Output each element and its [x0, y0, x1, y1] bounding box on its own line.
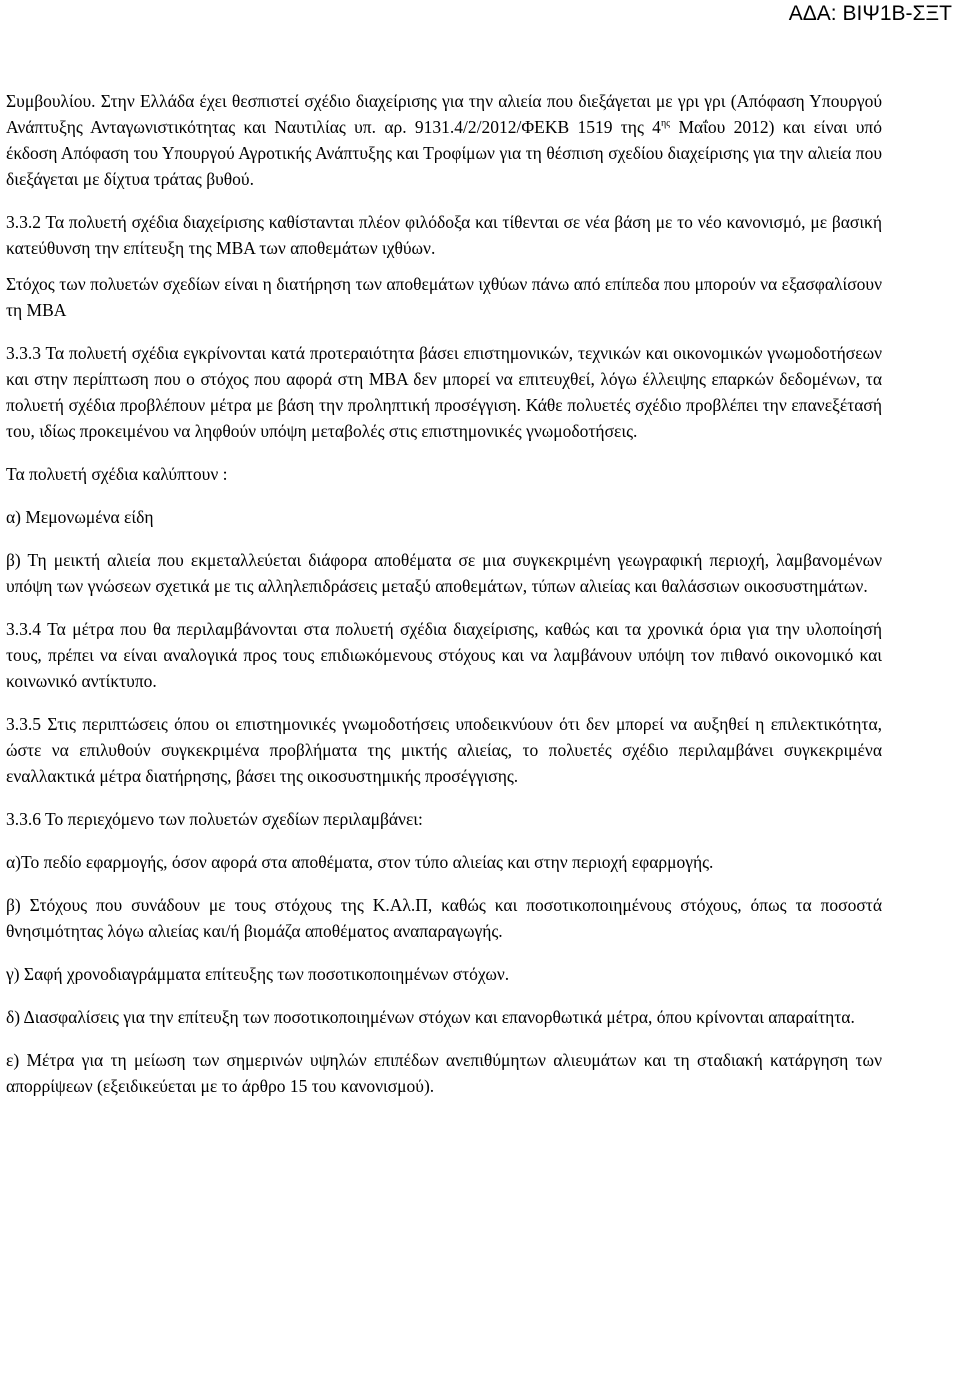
paragraph-3-3-5: 3.3.5 Στις περιπτώσεις όπου οι επιστημονικές γνωμοδοτήσεις υποδεικνύουν ότι δεν μπορεί να αυξηθεί η επιλεκτικότητα, ώστε να επιλυθούν συγκεκριμένα προβλήματα της μικτής αλιείας, το πολυετές σχέδιο περιλαμβάνει συγκεκριμένα εναλλακτικά μέτρα διατήρησης, βάσει της οικοσυστημικής προσέγγισης. [6, 714, 882, 786]
paragraph-intro [6, 88, 882, 192]
paragraph-3-3-4: 3.3.4 Τα μέτρα που θα περιλαμβάνονται στα πολυετή σχέδια διαχείρισης, καθώς και τα χρονικά όρια για την υλοποίησή τους, πρέπει να είναι αναλογικά προς τους επιδιωκόμενους στόχους και να λαμβάνουν υπόψη τον πιθανό οικονομικό και κοινωνικό αντίκτυπο. [6, 619, 882, 691]
paragraph-3-3-3: 3.3.3 Τα πολυετή σχέδια εγκρίνονται κατά προτεραιότητα βάσει επιστημονικών, τεχνικών και οικονομικών γνωμοδοτήσεων και στην περίπτωση που ο στόχος που αφορά στη ΜΒΑ δεν μπορεί να επιτευχθεί, λόγω έλλειψης επαρκών δεδομένων, τα πολυετή σχέδια προβλέπουν μέτρα με βάση την προληπτική προσέγγιση. Κάθε πολυετές σχέδιο προβλέπει την επανεξέτασή του, ιδίως προκειμένου να ληφθούν υπόψη μεταβολές στις επιστημονικές γνωμοδοτήσεις. [6, 343, 882, 441]
paragraph-coverage: Τα πολυετή σχέδια καλύπτουν : [6, 464, 228, 484]
content-item-a: α)Το πεδίο εφαρμογής, όσον αφορά στα αποθέματα, στον τύπο αλιείας και στην περιοχή εφαρμογής. [6, 852, 714, 872]
paragraph-intro-text-a: Συμβουλίου. Στην Ελλάδα έχει θεσπιστεί σχέδιο διαχείρισης για την αλιεία που διεξάγεται με γρι γρι (Απόφαση Υπουργού Ανάπτυξης Ανταγωνιστικότητας και Ναυτιλίας υπ. αρ. 9131.4/2/2012/ΦΕΚΒ 1519 της 4 [6, 91, 882, 137]
content-item-b: β) Στόχους που συνάδουν με τους στόχους της Κ.Αλ.Π, καθώς και ποσοτικοποιημένους στόχους, όπως τα ποσοστά θνησιμότητας λόγω αλιείας και/ή βιομάζα αποθέματος αναπαραγωγής. [6, 895, 882, 941]
ordinal-superscript: ης [660, 118, 671, 130]
list-item-b: β) Τη μεικτή αλιεία που εκμεταλλεύεται διάφορα αποθέματα σε μια συγκεκριμένη γεωγραφική περιοχή, λαμβανομένων υπόψη των γνώσεων σχετικά με τις αλληλεπιδράσεις μεταξύ αποθεμάτων, τύπων αλιείας και θαλάσσιων οικοσυστημάτων. [6, 550, 882, 596]
paragraph-3-3-2: 3.3.2 Τα πολυετή σχέδια διαχείρισης καθίστανται πλέον φιλόδοξα και τίθενται σε νέα βάση με το νέο κανονισμό, με βασική κατεύθυνση την επίτευξη της ΜΒΑ των αποθεμάτων ιχθύων. [6, 212, 882, 258]
paragraph-goal: Στόχος των πολυετών σχεδίων είναι η διατήρηση των αποθεμάτων ιχθύων πάνω από επίπεδα που μπορούν να εξασφαλίσουν τη ΜΒΑ [6, 274, 882, 320]
content-item-e: ε) Μέτρα για τη μείωση των σημερινών υψηλών επιπέδων ανεπιθύμητων αλιευμάτων και τη σταδιακή κατάργηση των απορρίψεων (εξειδικεύεται με το άρθρο 15 του κανονισμού). [6, 1050, 882, 1096]
ada-code: ΑΔΑ: ΒΙΨ1Β-ΣΞΤ [788, 2, 952, 25]
document-body [6, 88, 882, 1116]
content-item-d: δ) Διασφαλίσεις για την επίτευξη των ποσοτικοποιημένων στόχων και επανορθωτικά μέτρα, όπου κρίνονται απαραίτητα. [6, 1007, 855, 1027]
list-item-a: α) Μεμονωμένα είδη [6, 507, 154, 527]
paragraph-3-3-6: 3.3.6 Το περιεχόμενο των πολυετών σχεδίων περιλαμβάνει: [6, 809, 423, 829]
content-item-c: γ) Σαφή χρονοδιαγράμματα επίτευξης των ποσοτικοποιημένων στόχων. [6, 964, 510, 984]
paragraph-intro-text-b: Μαΐου 2012) και είναι υπό έκδοση Απόφαση του Υπουργού Αγροτικής Ανάπτυξης και Τροφίμων για τη θέσπιση σχεδίου διαχείρισης για την αλιεία που διεξάγεται με δίχτυα τράτας βυθού. [6, 117, 882, 189]
